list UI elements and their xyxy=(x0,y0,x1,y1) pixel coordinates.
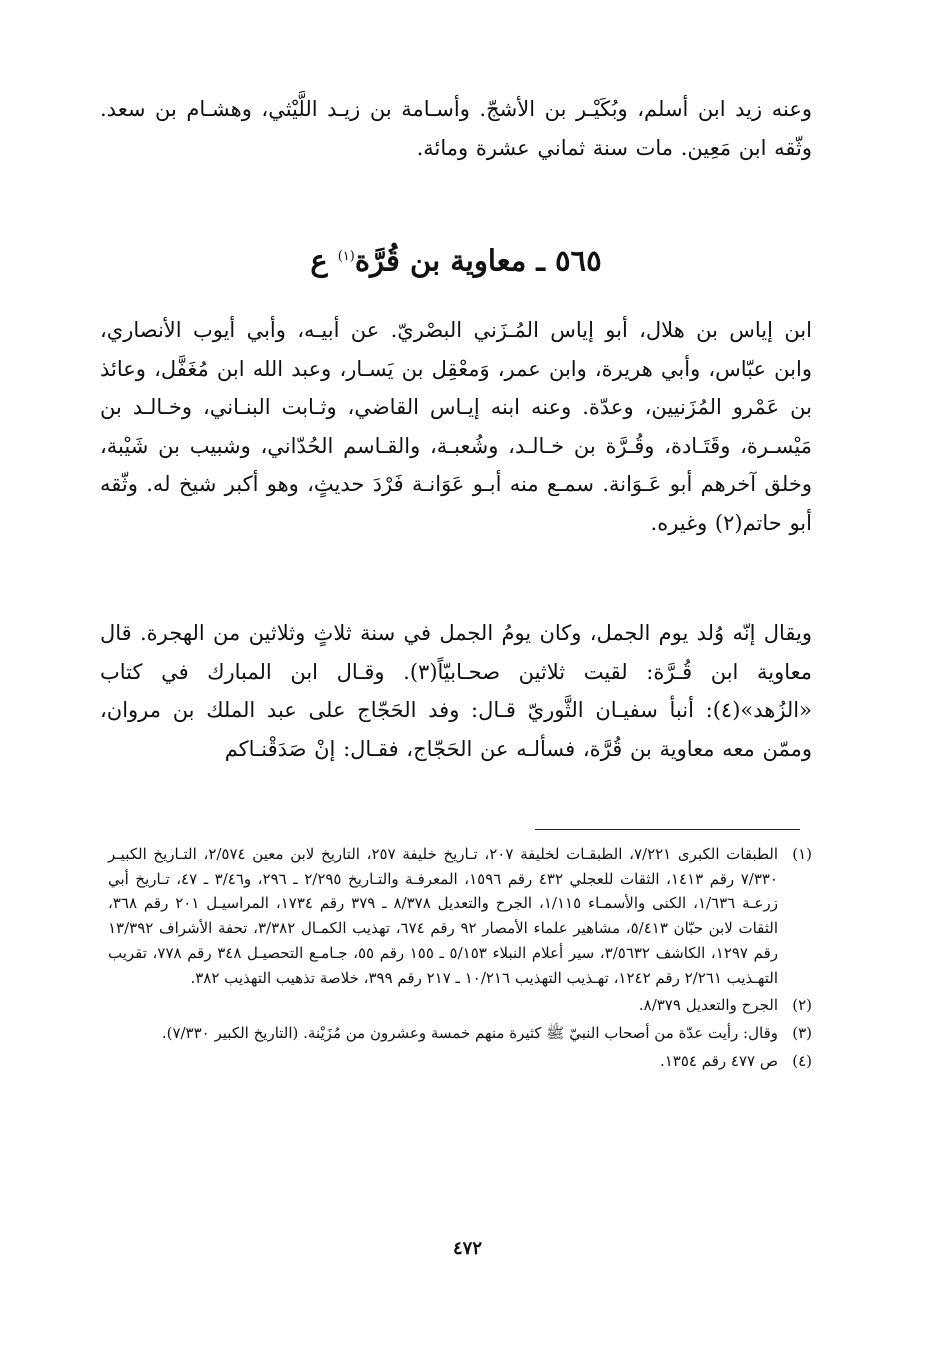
page-number: ٤٧٢ xyxy=(452,1238,482,1259)
footnote-number: (٤) xyxy=(792,1051,812,1070)
footnote-text: وقال: رأيت عدّة من أصحاب النبيّ ﷺ كثيرة منهم خمسة وعشرون من مُزَيْنة. (التاريخ الكبير ٧/٣٣٠). xyxy=(161,1023,778,1042)
footnote-text: الطبقات الكبرى ٧/٢٢١، الطبقـات لخليفة ٢٠٧، تـاريخ خليفة ٢٥٧، التاريخ لابن معين ٢/٥٧٤، التـاريخ الكبيـر ٧/٣٣٠ رقم ١٤١٣، الثقات للعجلي ٤٣٢ رقم ١٥٩٦، المعرفـة والتـاريخ ٢/٢٩٥ ـ ٢٩٦، و٣/٤٦ ـ ٤٧، تـاريخ أبي زرعـة ١/٦٣٦، الكنى والأسمـاء ١/١١٥، الجرح والتعديل ٨/٣٧٨ ـ ٣٧٩ رقم ١٧٣٤، المراسيـل ٢٠١ رقم ٣٦٨، الثقات لابن حبّان ٥/٤١٣، مشاهير علماء الأمصار ٩٢ رقم ٦٧٤، تهذيب الكمـال ٣/٣٨٢، تحفة الأشراف ١٣/٣٩٢ رقم ١٢٩٧، الكاشف ٣/٥٦٣٢، سير أعلام النبلاء ٥/١٥٣ ـ ١٥٥ رقم ٥٥، جـامـع التحصيـل ٣٤٨ رقم ٧٧٨، تقريب التهـذيب ٢/٢٦١ رقم ١٢٤٢، تهـذيب التهذيب ١٠/٢١٦ ـ ٢١٧ رقم ٣٩٩، خلاصة تذهيب التهذيب ٣٨٢. xyxy=(108,845,779,987)
footnote-text: الجرح والتعديل ٨/٣٧٩. xyxy=(638,996,778,1015)
footnote-3 xyxy=(108,1021,812,1046)
footnote-1 xyxy=(108,842,812,990)
entry-siglum: ع xyxy=(310,243,338,278)
entry-title: ٥٦٥ ـ معاوية بن قُرَّة xyxy=(354,243,602,278)
footnote-number: (٣) xyxy=(792,1023,812,1042)
footnote-number: (١) xyxy=(792,845,812,863)
footnotes-section xyxy=(108,842,812,1076)
footnote-number: (٢) xyxy=(792,996,812,1015)
entry-second-paragraph: ويقال إنّه وُلد يوم الجمل، وكان يومُ الجمل في سنة ثلاثٍ وثلاثين من الهجرة. قال معاوية ابن قُـرَّة: لقيت ثلاثين صحـابيّاً(٣). وقـال ابن المبارك في كتاب «الزُهد»(٤): أنبأ سفيـان الثَّوريّ قـال: وفد الحَجّاج على عبد الملك بن مروان، وممّن معه معاوية بن قُرَّة، فسألـه عن الحَجّاج، فقـال: إنْ صَدَقْنـاكم xyxy=(100,621,812,761)
entry-heading xyxy=(100,237,812,281)
footnote-separator xyxy=(535,829,800,830)
entry-biography-paragraph: ابن إياس بن هلال، أبو إياس المُـزَني البصْريّ. عن أبيـه، وأبي أيوب الأنصاري، وابن عبّاس، وأبي هريرة، وابن عمر، وَمعْقِل بن يَسـار، وعبد الله ابن مُغَفَّل، وعائذ بن عَمْرو المُزَنيين، وعدّة. وعنه ابنه إيـاس القاضي، وثـابت البنـاني، وخـالـد بن مَيْسـرة، وقَتَـادة، وقُـرَّة بن خـالـد، وشُعبـة، والقـاسم الحُدّاني، وشبيب بن شَيْبة، وخلق آخرهم أبو عَـوَانة. سمـع منه أبـو عَوَانـة فَرْدَ حديثٍ، وهو أكبر شيخ له. وثّقه أبو حاتم(٢) وغيره. xyxy=(100,318,812,535)
footnote-4 xyxy=(108,1049,812,1074)
footnote-2 xyxy=(108,993,812,1018)
footnote-text: ص ٤٧٧ رقم ١٣٥٤. xyxy=(659,1051,778,1070)
intro-paragraph: وعنه زيد ابن أسلم، وبُكَيْـر بن الأشجّ. وأسـامة بن زيـد اللَّيْثي، وهشـام بن سعد. وثّقه ابن مَعِين. مات سنة ثماني عشرة ومائة. xyxy=(100,97,812,160)
heading-footnote-marker: (١) xyxy=(337,249,355,264)
